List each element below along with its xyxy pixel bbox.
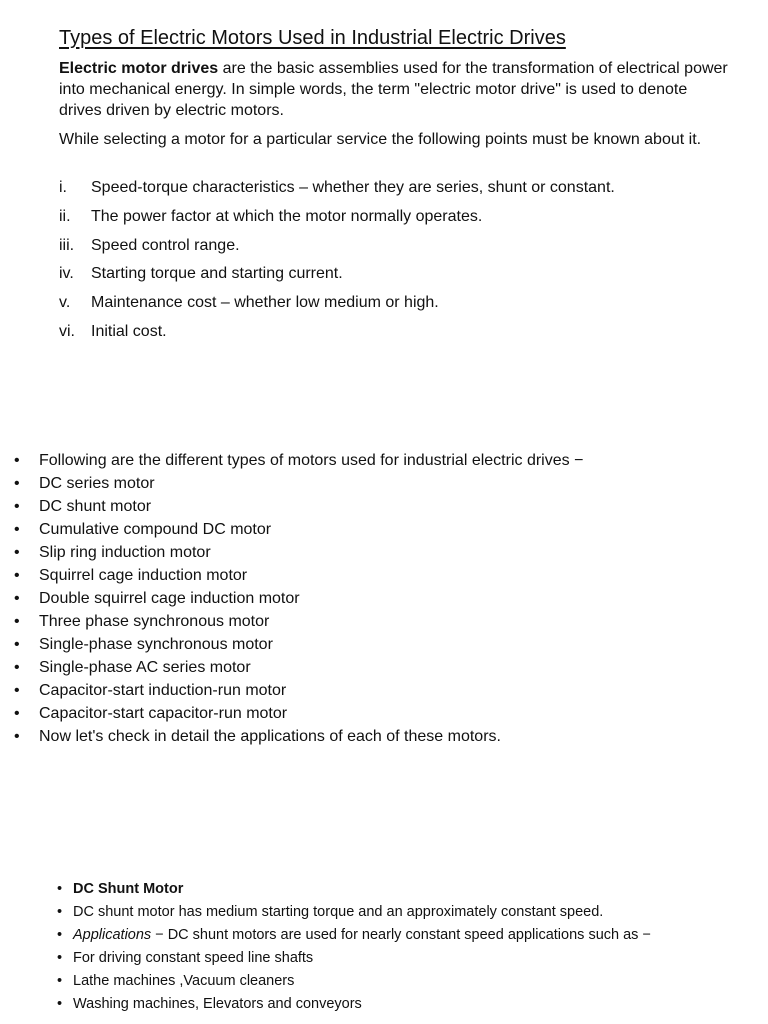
applications-text: − DC shunt motors are used for nearly constant speed applications such as − (151, 927, 651, 943)
bullet-icon: • (14, 498, 20, 515)
list-text: Following are the different types of motors used for industrial electric drives − (39, 452, 584, 469)
list-text: Capacitor-start capacitor-run motor (39, 705, 288, 722)
list-number: ii. (59, 207, 71, 225)
list-text: Speed-torque characteristics – whether they are series, shunt or constant. (91, 179, 615, 196)
bullet-icon: • (14, 544, 20, 561)
bullet-icon: • (14, 636, 20, 653)
list-text: DC series motor (39, 475, 155, 492)
intro-bold-term: Electric motor drives (59, 60, 219, 77)
bullet-icon: • (14, 659, 20, 676)
bullet-icon: • (57, 927, 63, 943)
bullet-icon: • (14, 567, 20, 584)
list-text: Three phase synchronous motor (39, 613, 270, 630)
list-text: Squirrel cage induction motor (39, 567, 248, 584)
list-text: Cumulative compound DC motor (39, 521, 272, 538)
bullet-icon: • (14, 705, 20, 722)
bullet-icon: • (57, 973, 63, 989)
selection-note: While selecting a motor for a particular service the following points must be known about it. (59, 131, 702, 148)
bullet-icon: • (14, 452, 20, 469)
list-text: For driving constant speed line shafts (73, 950, 314, 966)
list-text: Speed control range. (91, 236, 240, 254)
bullet-icon: • (14, 728, 20, 745)
bullet-icon: • (14, 521, 20, 538)
list-number: v. (59, 294, 71, 312)
list-number: vi. (59, 322, 75, 340)
list-number: i. (59, 179, 67, 196)
list-number: iii. (59, 236, 75, 254)
bullet-icon: • (57, 904, 63, 920)
intro-paragraph (59, 58, 729, 121)
bullet-icon: • (57, 996, 63, 1012)
list-number: iv. (59, 265, 74, 283)
list-text: Now let's check in detail the applications of each of these motors. (39, 728, 501, 745)
list-text: Capacitor-start induction-run motor (39, 682, 287, 699)
list-text: Slip ring induction motor (39, 544, 211, 561)
bullet-icon: • (14, 682, 20, 699)
list-text: Washing machines, Elevators and conveyors (73, 996, 362, 1012)
bullet-icon: • (57, 950, 63, 966)
list-text: Initial cost. (91, 322, 167, 340)
section-heading: DC Shunt Motor (73, 881, 184, 897)
list-text: Single-phase synchronous motor (39, 636, 273, 653)
list-text: Lathe machines ,Vacuum cleaners (73, 973, 295, 989)
applications-label: Applications (73, 927, 152, 943)
bullet-icon: • (14, 590, 20, 607)
list-text: The power factor at which the motor normally operates. (91, 207, 483, 225)
bullet-icon: • (14, 475, 20, 492)
intro-text: are the basic assemblies used for the transformation of electrical power into mechanical energy. In simple words, the term "electric motor drive" is used to denote drives driven by electric motors. (59, 60, 728, 119)
list-text: Double squirrel cage induction motor (39, 590, 300, 607)
page-title: Types of Electric Motors Used in Industrial Electric Drives (59, 27, 566, 49)
list-text: DC shunt motor (39, 498, 152, 515)
bullet-icon: • (14, 613, 20, 630)
list-text: Starting torque and starting current. (91, 265, 343, 283)
bullet-icon: • (57, 881, 63, 897)
list-text: Single-phase AC series motor (39, 659, 251, 676)
list-text: Maintenance cost – whether low medium or high. (91, 294, 439, 312)
list-text: DC shunt motor has medium starting torque and an approximately constant speed. (73, 904, 604, 920)
list-text (73, 926, 651, 945)
